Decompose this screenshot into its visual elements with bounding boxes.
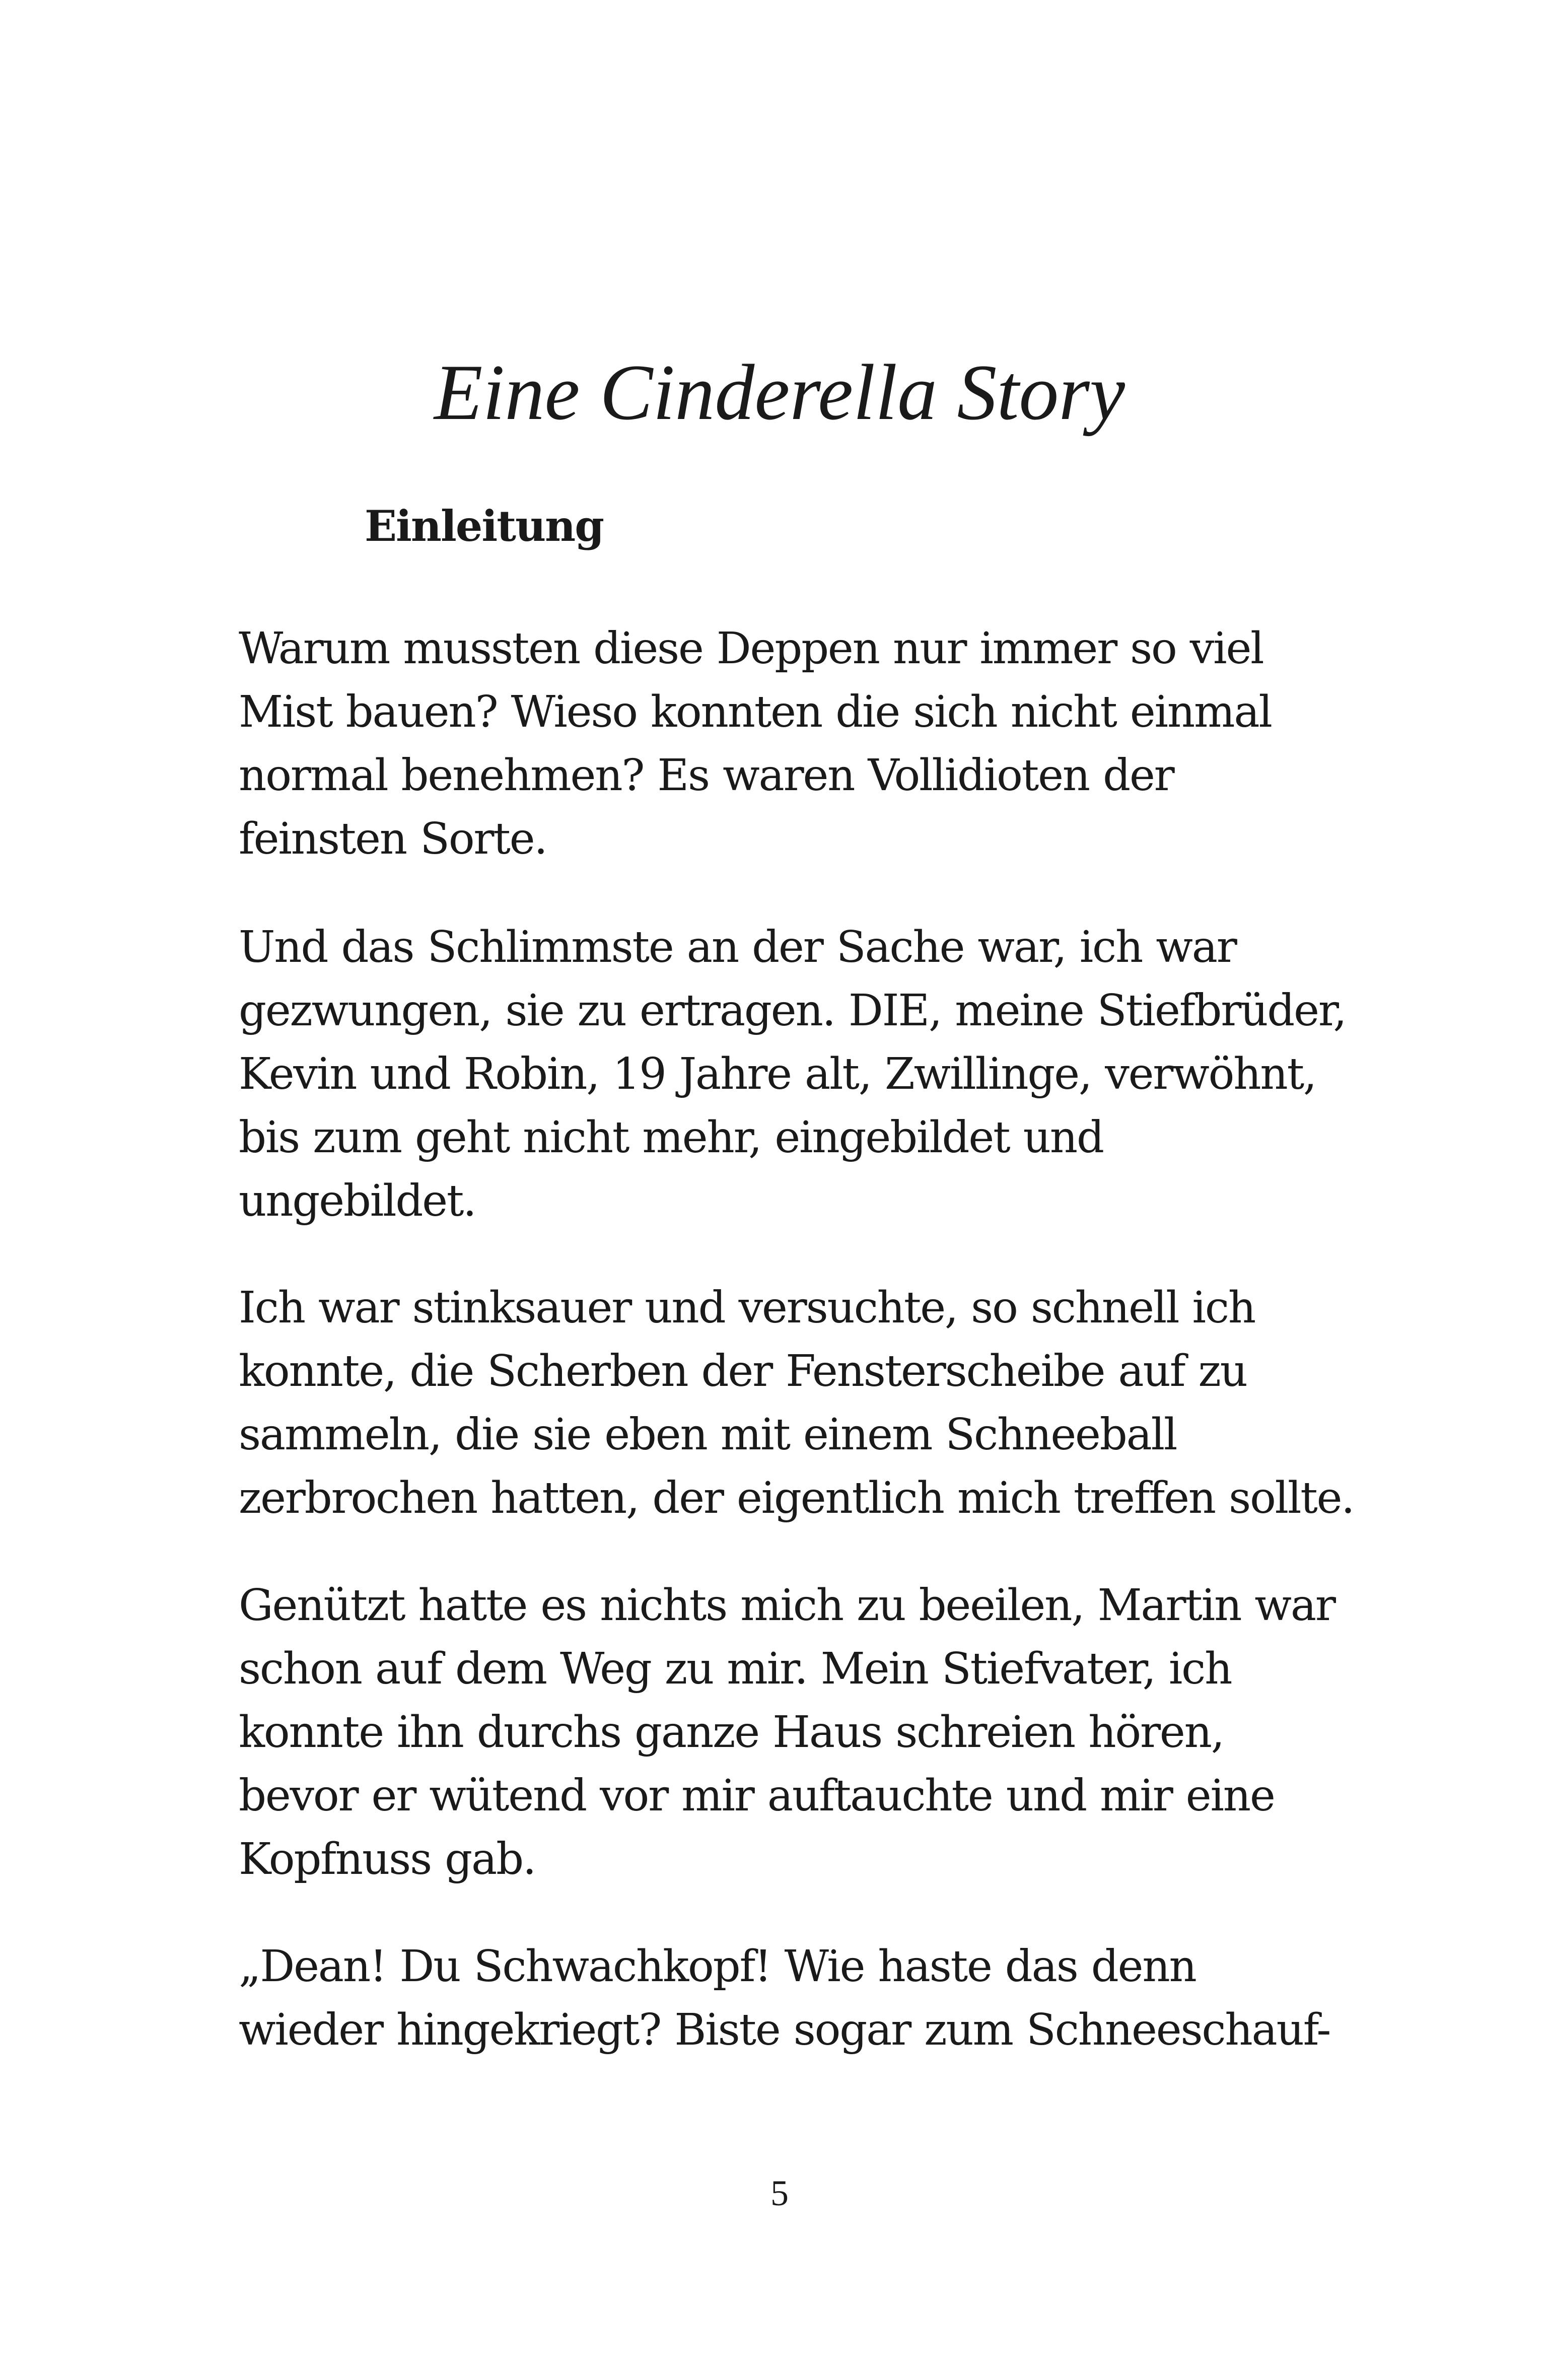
paragraph-2 xyxy=(239,916,1372,1233)
text-line: Genützt hatte es nichts mich zu beeilen, Martin war xyxy=(239,1580,1335,1631)
text-line: bevor er wütend vor mir auftauchte und mir eine xyxy=(239,1771,1275,1821)
text-line: gezwungen, sie zu ertragen. DIE, meine Stiefbrüder, xyxy=(239,986,1346,1036)
text-line: wieder hingekriegt? Biste sogar zum Schneeschauf- xyxy=(239,2005,1330,2055)
text-line: ungebildet. xyxy=(239,1176,476,1226)
text-line: Und das Schlimmste an der Sache war, ich war xyxy=(239,922,1236,972)
paragraph-1 xyxy=(239,617,1372,871)
text-line: Kopfnuss gab. xyxy=(239,1834,536,1884)
chapter-heading: Einleitung xyxy=(365,501,603,551)
text-line: schon auf dem Weg zu mir. Mein Stiefvater, ich xyxy=(239,1644,1232,1694)
text-line: feinsten Sorte. xyxy=(239,814,547,864)
text-line: konnte ihn durchs ganze Haus schreien hören, xyxy=(239,1707,1224,1758)
text-line: Mist bauen? Wieso konnten die sich nicht einmal xyxy=(239,687,1272,737)
text-line: zerbrochen hatten, der eigentlich mich treffen sollte. xyxy=(239,1473,1354,1523)
text-line: Warum mussten diese Deppen nur immer so viel xyxy=(239,623,1263,674)
text-line: Ich war stinksauer und versuchte, so schnell ich xyxy=(239,1283,1255,1333)
text-line: normal benehmen? Es waren Vollidioten der xyxy=(239,750,1174,801)
text-line: „Dean! Du Schwachkopf! Wie haste das denn xyxy=(239,1941,1196,1992)
text-line: Kevin und Robin, 19 Jahre alt, Zwillinge, verwöhnt, xyxy=(239,1049,1316,1099)
text-line: bis zum geht nicht mehr, eingebildet und xyxy=(239,1112,1103,1163)
book-title: Eine Cinderella Story xyxy=(434,348,1125,437)
paragraph-5 xyxy=(239,1935,1372,2062)
paragraph-3 xyxy=(239,1276,1372,1530)
text-line: sammeln, die sie eben mit einem Schneeball xyxy=(239,1410,1177,1460)
text-line: konnte, die Scherben der Fensterscheibe auf zu xyxy=(239,1346,1247,1396)
paragraph-4 xyxy=(239,1574,1372,1891)
page-number: 5 xyxy=(770,2173,789,2213)
